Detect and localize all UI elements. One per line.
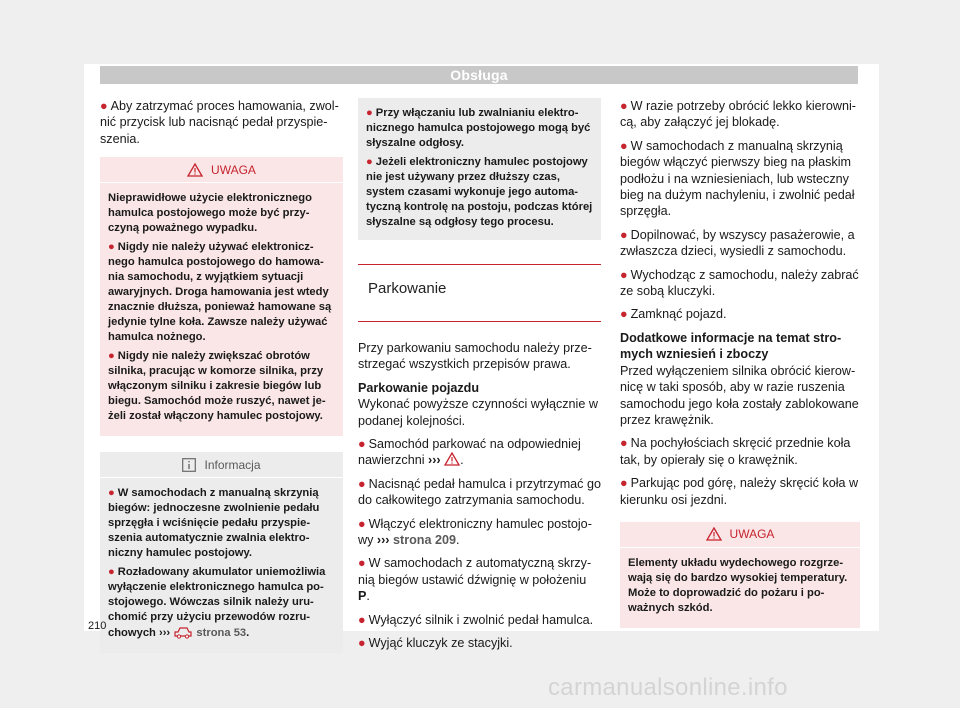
warning-item: ● Nigdy nie należy zwiększać obrotów silnika, pracując w komorze silnika, przy włączonym silniku i zakresie biegów lub biegu. Samochód może ruszyć, nawet jeżeli został włączony hamulec postojowy.: [108, 350, 326, 423]
warning-label: UWAGA: [729, 527, 775, 542]
info-label: Informacja: [204, 457, 261, 472]
warning-triangle-icon: [444, 452, 460, 466]
info-header: [100, 452, 343, 478]
warning-header: [100, 157, 343, 183]
info-body: [100, 478, 343, 641]
bullet-icon: ●: [620, 267, 628, 282]
info-box-continued: [358, 98, 601, 240]
section-title: Parkowanie: [358, 264, 601, 322]
page-number: 210: [88, 620, 107, 632]
page-link[interactable]: strona 53: [196, 627, 247, 640]
watermark: carmanualsonline.info: [548, 674, 788, 701]
bullet-icon: ●: [620, 307, 628, 322]
step-item: ● W samochodach z manualną skrzynią biegów włączyć pierwszy bieg na płaskim podłożu i na wzniesieniach, lub wsteczny bieg na dużym nachyleniu, i zwolnić pedał sprzęgła.: [620, 138, 855, 219]
bullet-icon: ●: [358, 516, 366, 531]
bullet-icon: ●: [358, 476, 366, 491]
bullet-icon: ●: [620, 99, 628, 113]
bullet-icon: ●: [620, 227, 628, 242]
arrows-icon: ›››: [376, 533, 390, 548]
arrows-icon: ›››: [428, 453, 441, 468]
warning-box: [620, 522, 860, 628]
step-item: ● Włączyć elektroniczny hamulec postojowy ››› strona 209.: [358, 516, 592, 548]
warning-triangle-icon: [187, 163, 203, 177]
bullet-icon: ●: [108, 566, 115, 579]
column-1: [100, 98, 343, 653]
subheading: Dodatkowe informacje na temat stromych wzniesień i zboczy: [620, 330, 842, 362]
warning-body: [620, 548, 860, 616]
info-item: ● W samochodach z manualną skrzynią biegów: jednoczesne zwolnienie pedału sprzęgła i wciśnięcie pedału przyspieszenia automatycznie zwalnia elektroniczny hamulec postojowy.: [108, 487, 320, 560]
bullet-icon: ●: [108, 241, 115, 254]
step-item: ● Wychodząc z samochodu, należy zabrać ze sobą kluczyki.: [620, 267, 859, 299]
bullet-icon: ●: [100, 99, 108, 113]
column-3: [620, 98, 860, 628]
bullet-icon: ●: [358, 556, 366, 571]
bullet-icon: ●: [358, 437, 366, 452]
step-item: ● Zamknąć pojazd.: [620, 307, 727, 322]
bullet-icon: ●: [620, 476, 628, 491]
step-item: ● Parkując pod górę, należy skręcić koła w kierunku osi jezdni.: [620, 476, 859, 507]
warning-text: Elementy układu wydechowego rozgrzewają się do bardzo wysokiej temperatury. Może to doprowadzić do pożaru i poważnych szkód.: [628, 556, 848, 614]
step-item: ● Wyłączyć silnik i zwolnić pedał hamulca.: [358, 612, 594, 627]
info-icon: [182, 458, 196, 472]
paragraph: Przed wyłączeniem silnika obrócić kierownicę w taki sposób, aby w razie ruszenia samochodu jego koła zostały zablokowane przez krawężnik.: [620, 363, 859, 427]
info-item: ● Rozładowany akumulator uniemożliwia wyłączenie elektronicznego hamulca postojowego. Wówczas silnik należy uruchomić przy użyciu przewodów rozruchowych ››› strona 53.: [108, 566, 326, 640]
step-item: ● Samochód parkować na odpowiedniej nawierzchni ››› .: [358, 437, 581, 468]
info-item: ● Jeżeli elektroniczny hamulec postojowy nie jest używany przez dłuższy czas, system czasami wykonuje jego automatyczną kontrolę na postoju, podczas której słyszalne są odgłosy tego procesu.: [366, 156, 593, 228]
car-icon: [173, 625, 193, 639]
bullet-icon: ●: [358, 636, 366, 651]
gear-position: P: [358, 589, 367, 604]
warning-header: [620, 522, 860, 548]
paragraph: ● Aby zatrzymać proces hamowania, zwolnić przycisk lub nacisnąć pedał przyspieszenia.: [100, 99, 339, 146]
page-link[interactable]: strona 209: [393, 533, 456, 548]
bullet-icon: ●: [620, 436, 628, 451]
step-item: ● W razie potrzeby obrócić lekko kierownicą, aby załączyć jej blokadę.: [620, 99, 856, 130]
info-box: [100, 452, 343, 653]
warning-item: ● Nigdy nie należy używać elektronicznego hamulca postojowego do hamowania samochodu, z wyjątkiem sytuacji awaryjnych. Droga hamowania jest wtedy znacznie dłuższa, ponieważ hamowane są jedynie tylne koła. Zawsze należy używać hamulca nożnego.: [108, 241, 332, 344]
warning-label: UWAGA: [211, 162, 256, 177]
arrows-icon: ›››: [158, 627, 171, 640]
bullet-icon: ●: [366, 107, 373, 119]
bullet-icon: ●: [108, 350, 115, 363]
bullet-icon: ●: [108, 487, 115, 500]
bullet-icon: ●: [366, 156, 373, 168]
warning-box: [100, 157, 343, 436]
info-item: ● Przy włączaniu lub zwalnianiu elektronicznego hamulca postojowego mogą być słyszalne odgłosy.: [366, 107, 591, 149]
step-item: ● Na pochyłościach skręcić przednie koła tak, by opierały się o krawężnik.: [620, 436, 851, 467]
step-item: ● Nacisnąć pedał hamulca i przytrzymać go do całkowitego zatrzymania samochodu.: [358, 476, 601, 508]
paragraph: Wykonać powyższe czynności wyłącznie w podanej kolejności.: [358, 397, 598, 428]
paragraph: Przy parkowaniu samochodu należy przestrzegać wszystkich przepisów prawa.: [358, 341, 592, 372]
subheading: Parkowanie pojazdu: [358, 380, 480, 395]
warning-lead: Nieprawidłowe użycie elektronicznego hamulca postojowego może być przyczyną poważnego wypadku.: [108, 192, 312, 235]
step-item: ● Wyjąć kluczyk ze stacyjki.: [358, 636, 513, 651]
bullet-icon: ●: [358, 612, 366, 627]
step-item: ● Dopilnować, by wszyscy pasażerowie, a zwłaszcza dzieci, wysiedli z samochodu.: [620, 227, 855, 259]
bullet-icon: ●: [620, 138, 628, 153]
step-item: ● W samochodach z automatyczną skrzynią biegów ustawić dźwignię w położeniu P.: [358, 556, 592, 604]
page-header: Obsługa: [100, 66, 858, 84]
warning-body: [100, 183, 343, 424]
column-2: [358, 98, 601, 659]
warning-triangle-icon: [706, 527, 722, 541]
